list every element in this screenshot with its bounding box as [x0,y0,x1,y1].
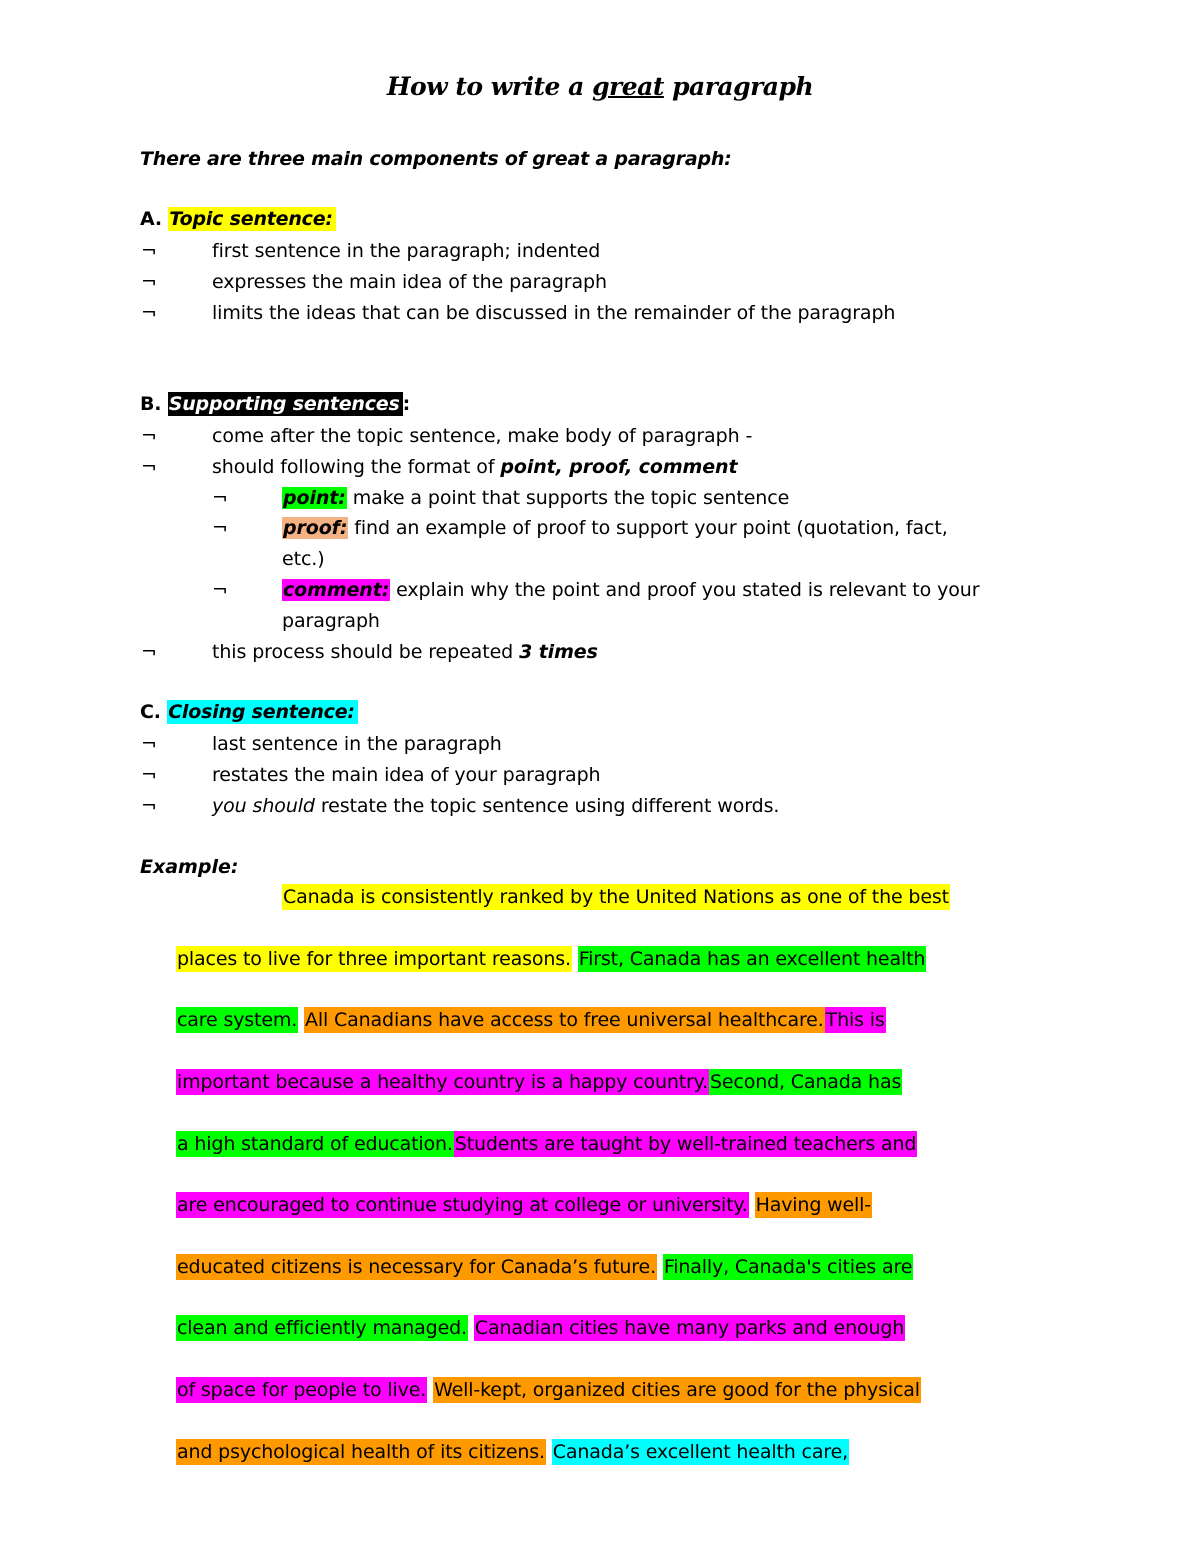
bullet-icon: ¬ [141,795,157,817]
bullet-icon: ¬ [212,487,228,509]
comment-text-continuation: paragraph [282,610,380,632]
point-sentence: Second, Canada has [709,1071,902,1093]
example-line [176,1071,902,1093]
bullet-icon: ¬ [141,733,157,755]
section-b-label-suffix: : [402,393,410,415]
bullet-icon: ¬ [141,641,157,663]
example-line [176,1009,886,1031]
sub-list-item-text [282,487,789,509]
repeat-count: 3 [519,641,533,663]
bullet-icon: ¬ [141,271,157,293]
format-sep: , [555,456,570,478]
proof-sentence: All Canadians have access to free universal healthcare. [305,1009,824,1031]
comment-sentence: Students are taught by well-trained teachers and [454,1133,917,1155]
sub-list-item-text [282,579,979,601]
section-b-letter: B. [140,393,162,415]
format-sep: , [625,456,639,478]
point-sentence: clean and efficiently managed. [177,1317,467,1339]
format-comment: comment [638,456,738,478]
example-line [282,886,950,908]
list-item-text: first sentence in the paragraph; indented [212,240,601,262]
list-item-text [212,641,598,663]
example-line [176,1256,913,1278]
closing-italic: you should [212,795,315,817]
title-post: paragraph [663,72,814,101]
format-point: point [500,456,556,478]
bullet-icon: ¬ [212,579,228,601]
example-line [176,1133,917,1155]
comment-sentence: are encouraged to continue studying at college or university. [177,1194,748,1216]
list-item-text: come after the topic sentence, make body of paragraph - [212,425,753,447]
bullet-icon: ¬ [141,302,157,324]
title-underlined-word: great [592,72,664,101]
proof-term: proof: [283,517,348,539]
section-b-label: Supporting sentences [168,392,403,416]
example-line [176,1194,872,1216]
proof-text-continuation: etc.) [282,548,325,570]
comment-text: explain why the point and proof you stated is relevant to your [390,579,980,601]
section-a-label: Topic sentence: [168,207,336,231]
proof-sentence: and psychological health of its citizens. [177,1441,545,1463]
title-pre: How to write a [386,72,593,101]
list-item-text [212,795,779,817]
list-item-text [212,456,737,478]
proof-sentence: Well-kept, organized cities are good for the physical [434,1379,920,1401]
list-item-text: restates the main idea of your paragraph [212,764,601,786]
section-c-heading [140,701,358,723]
format-proof: proof [569,456,626,478]
bullet-icon: ¬ [141,240,157,262]
comment-sentence: Canadian cities have many parks and enough [474,1317,905,1339]
section-b-heading [140,393,410,415]
point-text: make a point that supports the topic sentence [346,487,790,509]
point-sentence: First, Canada has an excellent health [578,948,926,970]
comment-term: comment: [283,579,390,601]
example-label: Example: [140,856,239,878]
example-line [176,1317,905,1339]
bullet-icon: ¬ [141,764,157,786]
list-item-text: last sentence in the paragraph [212,733,502,755]
point-sentence: a high standard of education. [177,1133,453,1155]
format-pre: should following the format of [212,456,501,478]
proof-sentence: educated citizens is necessary for Canada’s future. [177,1256,656,1278]
closing-rest: restate the topic sentence using different words. [314,795,780,817]
page-title [0,72,1200,101]
comment-sentence: important because a healthy country is a happy country. [177,1071,708,1093]
point-sentence: Finally, Canada's cities are [663,1256,913,1278]
point-term: point: [283,487,346,509]
comment-sentence: of space for people to live. [177,1379,427,1401]
topic-sentence: Canada is consistently ranked by the United Nations as one of the best [283,886,949,908]
sub-list-item-text [282,517,948,539]
repeat-pre: this process should be repeated [212,641,520,663]
list-item-text: limits the ideas that can be discussed in the remainder of the paragraph [212,302,896,324]
closing-sentence: Canada’s excellent health care, [552,1441,849,1463]
bullet-icon: ¬ [141,456,157,478]
bullet-icon: ¬ [212,517,228,539]
list-item-text: expresses the main idea of the paragraph [212,271,607,293]
proof-text: find an example of proof to support your point (quotation, fact, [348,517,948,539]
intro-text: There are three main components of great a paragraph: [140,148,732,170]
section-c-label: Closing sentence: [167,700,358,724]
bullet-icon: ¬ [141,425,157,447]
repeat-times: times [532,641,598,663]
point-sentence: care system. [177,1009,298,1031]
example-line [176,948,926,970]
example-line [176,1379,921,1401]
section-a-heading [140,208,336,230]
section-a-letter: A. [140,208,162,230]
comment-sentence: This is [825,1009,885,1031]
topic-sentence: places to live for three important reasons. [177,948,571,970]
example-line [176,1441,849,1463]
proof-sentence: Having well- [755,1194,872,1216]
section-c-letter: C. [140,701,161,723]
